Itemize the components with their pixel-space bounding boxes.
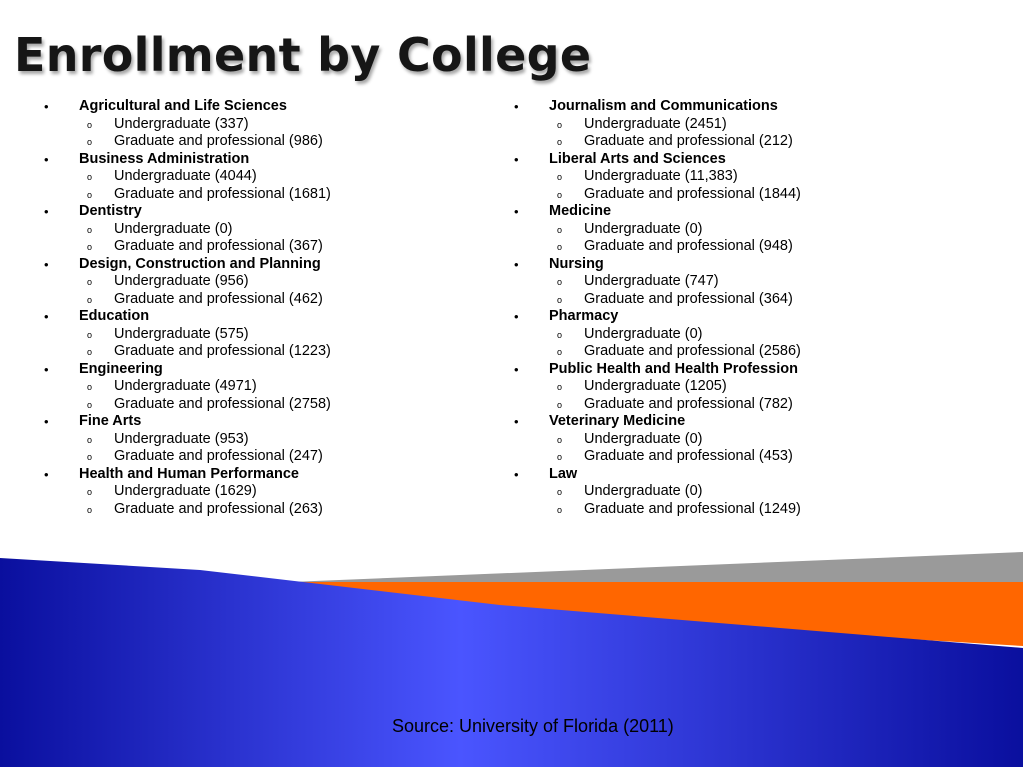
undergrad-item: [79, 221, 480, 239]
bullet-icon: •: [514, 309, 519, 324]
grad-count: Graduate and professional (462): [114, 290, 323, 307]
grad-count: Graduate and professional (367): [114, 238, 323, 254]
college-item: [510, 98, 990, 151]
undergrad-count: Undergraduate (11,383): [584, 168, 738, 184]
college-name: Agricultural and Life Sciences: [79, 98, 287, 114]
undergrad-item: [79, 116, 480, 134]
college-item: [510, 466, 990, 519]
grad-count: Graduate and professional (247): [114, 448, 323, 464]
bullet-icon: •: [44, 309, 49, 324]
college-name: Design, Construction and Planning: [79, 255, 321, 272]
college-name: Medicine: [549, 203, 612, 219]
grad-item: [79, 396, 480, 414]
grad-count: Graduate and professional (1249): [584, 500, 801, 517]
circle-bullet-icon: o: [557, 452, 563, 462]
circle-bullet-icon: o: [557, 189, 563, 200]
grad-count: Graduate and professional (2758): [114, 395, 331, 412]
grad-item: [79, 291, 480, 309]
undergrad-item: [79, 326, 480, 344]
college-item: [40, 466, 480, 519]
undergrad-count: Undergraduate (0): [584, 483, 703, 499]
circle-bullet-icon: o: [87, 434, 93, 445]
college-name: Public Health and Health Profession: [549, 360, 798, 377]
circle-bullet-icon: o: [87, 329, 93, 340]
left-college-list: [40, 98, 480, 518]
circle-bullet-icon: o: [557, 504, 563, 515]
college-name: Fine Arts: [79, 413, 142, 429]
circle-bullet-icon: o: [557, 487, 563, 497]
college-item: [510, 308, 990, 361]
undergrad-count: Undergraduate (4971): [114, 378, 257, 394]
undergrad-count: Undergraduate (0): [584, 325, 703, 342]
bullet-icon: •: [44, 256, 49, 272]
grad-item: [549, 133, 990, 151]
undergrad-item: [549, 326, 990, 344]
bullet-icon: •: [44, 151, 49, 167]
circle-bullet-icon: o: [557, 399, 563, 410]
grad-item: [549, 501, 990, 519]
college-name: Engineering: [79, 360, 163, 377]
college-name: Health and Human Performance: [79, 465, 299, 482]
grad-item: [549, 291, 990, 309]
circle-bullet-icon: o: [557, 294, 563, 305]
college-name: Veterinary Medicine: [549, 413, 686, 429]
undergrad-count: Undergraduate (1205): [584, 378, 727, 394]
undergrad-item: [79, 168, 480, 186]
bullet-icon: •: [514, 204, 519, 219]
undergrad-item: [549, 483, 990, 501]
circle-bullet-icon: o: [557, 119, 563, 130]
undergrad-item: [549, 168, 990, 186]
college-item: [40, 98, 480, 151]
bullet-icon: •: [514, 466, 519, 482]
college-item: [40, 256, 480, 309]
undergrad-count: Undergraduate (4044): [114, 168, 257, 184]
undergrad-item: [79, 483, 480, 501]
undergrad-count: Undergraduate (0): [584, 220, 703, 237]
grad-item: [549, 186, 990, 204]
undergrad-count: Undergraduate (0): [114, 220, 233, 237]
grad-item: [79, 343, 480, 361]
grad-count: Graduate and professional (1223): [114, 343, 331, 359]
undergrad-item: [549, 378, 990, 396]
undergrad-count: Undergraduate (953): [114, 430, 249, 447]
circle-bullet-icon: o: [87, 242, 93, 252]
grad-count: Graduate and professional (453): [584, 448, 793, 464]
circle-bullet-icon: o: [87, 487, 93, 497]
grad-count: Graduate and professional (986): [114, 133, 323, 149]
grad-count: Graduate and professional (2586): [584, 343, 801, 359]
circle-bullet-icon: o: [87, 347, 93, 357]
college-item: [510, 256, 990, 309]
college-item: [510, 151, 990, 204]
grad-item: [79, 501, 480, 519]
college-item: [40, 413, 480, 466]
circle-bullet-icon: o: [87, 382, 93, 392]
college-name: Law: [549, 465, 578, 482]
undergrad-item: [79, 378, 480, 396]
college-item: [40, 151, 480, 204]
college-item: [40, 361, 480, 414]
grad-count: Graduate and professional (263): [114, 500, 323, 517]
circle-bullet-icon: o: [87, 294, 93, 305]
college-name: Pharmacy: [549, 308, 619, 324]
undergrad-item: [549, 221, 990, 239]
grad-count: Graduate and professional (364): [584, 290, 793, 307]
college-name: Liberal Arts and Sciences: [549, 150, 726, 167]
circle-bullet-icon: o: [87, 399, 93, 410]
circle-bullet-icon: o: [557, 329, 563, 340]
circle-bullet-icon: o: [87, 172, 93, 182]
undergrad-count: Undergraduate (956): [114, 273, 249, 289]
undergrad-count: Undergraduate (0): [584, 430, 703, 447]
college-name: Nursing: [549, 255, 604, 272]
circle-bullet-icon: o: [87, 504, 93, 515]
bullet-icon: •: [44, 414, 49, 429]
grad-item: [79, 448, 480, 466]
bullet-icon: •: [44, 466, 49, 482]
grad-item: [79, 133, 480, 151]
undergrad-item: [549, 431, 990, 449]
circle-bullet-icon: o: [87, 119, 93, 130]
circle-bullet-icon: o: [557, 242, 563, 252]
undergrad-item: [549, 273, 990, 291]
undergrad-item: [549, 116, 990, 134]
college-item: [510, 413, 990, 466]
undergrad-count: Undergraduate (2451): [584, 115, 727, 132]
grad-count: Graduate and professional (782): [584, 395, 793, 412]
source-citation: Source: University of Florida (2011): [392, 716, 674, 736]
circle-bullet-icon: o: [557, 277, 563, 287]
grad-count: Graduate and professional (948): [584, 238, 793, 254]
college-item: [40, 308, 480, 361]
undergrad-item: [79, 431, 480, 449]
bullet-icon: •: [514, 151, 519, 167]
grad-item: [549, 396, 990, 414]
gray-stripe: [290, 552, 1023, 582]
bullet-icon: •: [514, 361, 519, 377]
grad-item: [79, 186, 480, 204]
circle-bullet-icon: o: [87, 277, 93, 287]
college-name: Journalism and Communications: [549, 98, 778, 114]
undergrad-count: Undergraduate (747): [584, 273, 719, 289]
bullet-icon: •: [514, 256, 519, 272]
slide-title: Enrollment by College: [14, 28, 592, 82]
circle-bullet-icon: o: [557, 434, 563, 445]
undergrad-item: [79, 273, 480, 291]
bullet-icon: •: [44, 361, 49, 377]
college-item: [510, 361, 990, 414]
grad-item: [549, 343, 990, 361]
circle-bullet-icon: o: [557, 382, 563, 392]
undergrad-count: Undergraduate (575): [114, 325, 249, 342]
grad-count: Graduate and professional (1681): [114, 185, 331, 202]
college-item: [40, 203, 480, 256]
undergrad-count: Undergraduate (1629): [114, 483, 257, 499]
bullet-icon: •: [44, 99, 49, 114]
circle-bullet-icon: o: [87, 137, 93, 147]
circle-bullet-icon: o: [87, 224, 93, 235]
circle-bullet-icon: o: [87, 189, 93, 200]
grad-item: [549, 238, 990, 256]
circle-bullet-icon: o: [557, 347, 563, 357]
grad-item: [79, 238, 480, 256]
circle-bullet-icon: o: [557, 172, 563, 182]
grad-count: Graduate and professional (212): [584, 133, 793, 149]
bullet-icon: •: [44, 204, 49, 219]
right-college-list: [510, 98, 990, 518]
grad-item: [549, 448, 990, 466]
circle-bullet-icon: o: [87, 452, 93, 462]
college-name: Education: [79, 308, 150, 324]
college-name: Dentistry: [79, 203, 142, 219]
bullet-icon: •: [514, 414, 519, 429]
circle-bullet-icon: o: [557, 224, 563, 235]
grad-count: Graduate and professional (1844): [584, 185, 801, 202]
bullet-icon: •: [514, 99, 519, 114]
college-item: [510, 203, 990, 256]
undergrad-count: Undergraduate (337): [114, 115, 249, 132]
college-name: Business Administration: [79, 150, 250, 167]
circle-bullet-icon: o: [557, 137, 563, 147]
